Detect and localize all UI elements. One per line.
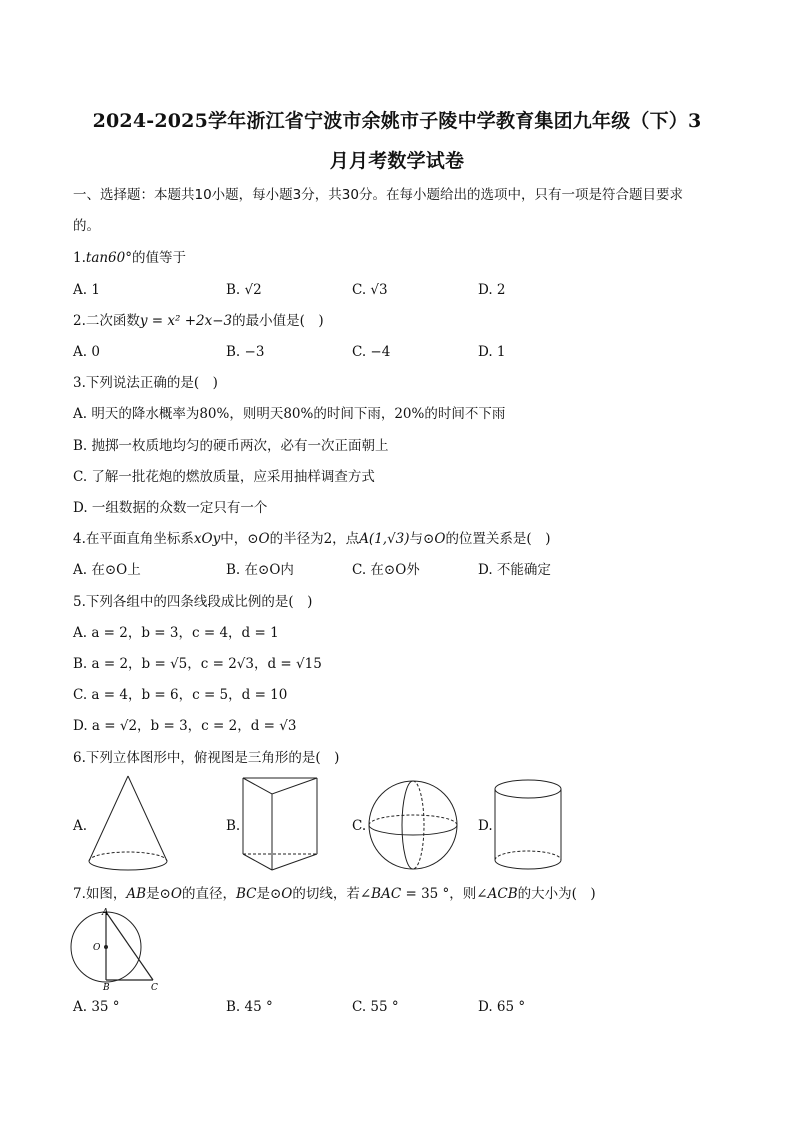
question-7-option-a: A. 35 ° xyxy=(73,999,120,1015)
question-1-stem xyxy=(73,249,186,267)
math-expression: O xyxy=(281,886,293,902)
question-2-option-c: C. −4 xyxy=(352,344,391,360)
section-header xyxy=(73,186,723,235)
question-3-stem xyxy=(73,374,218,392)
math-expression: xOy xyxy=(193,531,221,547)
question-text: 的位置关系是( ) xyxy=(445,531,551,547)
question-2-stem xyxy=(73,312,324,330)
paper-title-line2: 月月考数学试卷 xyxy=(329,150,465,172)
paper-title-line1: 2024-2025学年浙江省宁波市余姚市子陵中学教育集团九年级（下）3 xyxy=(92,110,702,132)
math-expression: AB xyxy=(126,886,147,902)
cone-figure xyxy=(86,774,172,874)
question-4-option-c: C. 在⊙O外 xyxy=(352,562,420,578)
question-1-option-c: C. √3 xyxy=(352,282,388,298)
question-text: 的大小为( ) xyxy=(517,886,596,902)
math-expression: tan60° xyxy=(85,250,132,266)
question-text: 下列各组中的四条线段成比例的是( ) xyxy=(85,594,313,610)
question-6-option-c: C. xyxy=(352,818,367,834)
question-3-option-c: C. 了解一批花炮的燃放质量，应采用抽样调查方式 xyxy=(73,469,375,485)
triangular-prism-figure xyxy=(240,776,322,872)
question-text: 与⊙ xyxy=(409,531,435,547)
question-text: 的最小值是( ) xyxy=(232,313,324,329)
question-6-option-b: B. xyxy=(226,818,241,834)
question-2-option-a: A. 0 xyxy=(73,344,100,360)
question-5-option-a: A. a = 2，b = 3，c = 4，d = 1 xyxy=(73,625,279,641)
question-4-option-a: A. 在⊙O上 xyxy=(73,562,141,578)
question-5-option-c: C. a = 4，b = 6，c = 5，d = 10 xyxy=(73,687,288,703)
question-7-option-c: C. 55 ° xyxy=(352,999,399,1015)
question-6-option-d: D. xyxy=(478,818,493,834)
question-text: 的值等于 xyxy=(132,250,186,266)
figure-label-b: B xyxy=(103,983,110,992)
question-text: 是⊙ xyxy=(256,886,282,902)
question-5-stem xyxy=(73,593,312,611)
question-7-option-b: B. 45 ° xyxy=(226,999,273,1015)
question-3-option-b: B. 抛掷一枚质地均匀的硬币两次，必有一次正面朝上 xyxy=(73,438,389,454)
question-7-stem xyxy=(73,885,596,903)
question-1-option-a: A. 1 xyxy=(73,282,100,298)
section-header-line1: 一、选择题：本题共10小题，每小题3分，共30分。在每小题给出的选项中，只有一项是符合题目要求 xyxy=(73,187,683,203)
question-text: 是⊙ xyxy=(146,886,171,902)
question-number: 5. xyxy=(73,594,86,610)
sphere-figure xyxy=(366,778,460,872)
question-2-option-b: B. −3 xyxy=(226,344,265,360)
section-header-line2: 的。 xyxy=(73,218,100,234)
question-text: = 35 °，则∠ xyxy=(401,886,488,902)
question-3-option-d: D. 一组数据的众数一定只有一个 xyxy=(73,500,268,516)
math-expression: BAC xyxy=(371,886,402,902)
question-text: 在平面直角坐标系 xyxy=(85,531,194,547)
question-6-stem xyxy=(73,749,339,767)
question-1-option-b: B. √2 xyxy=(226,282,262,298)
question-1-option-d: D. 2 xyxy=(478,282,506,298)
circle-tangent-figure xyxy=(66,906,166,992)
question-4-stem xyxy=(73,530,550,548)
question-text: 二次函数 xyxy=(85,313,140,329)
question-number: 4. xyxy=(73,531,86,547)
question-text: 如图， xyxy=(85,886,127,902)
math-expression: y = x² +2x−3 xyxy=(139,313,233,329)
math-expression: O xyxy=(434,531,446,547)
math-expression: O xyxy=(170,886,182,902)
question-text: 的半径为2，点 xyxy=(269,531,360,547)
question-number: 1. xyxy=(73,250,86,266)
question-number: 7. xyxy=(73,886,86,902)
math-expression: A(1,√3) xyxy=(359,531,410,547)
question-7-option-d: D. 65 ° xyxy=(478,999,526,1015)
question-4-option-b: B. 在⊙O内 xyxy=(226,562,294,578)
figure-label-a: A xyxy=(102,908,109,918)
figure-label-o: O xyxy=(93,943,101,953)
figure-label-c: C xyxy=(151,983,158,992)
question-text: 中，⊙ xyxy=(220,531,259,547)
question-4-option-d: D. 不能确定 xyxy=(478,562,551,578)
question-text: 的直径， xyxy=(181,886,236,902)
question-number: 2. xyxy=(73,313,86,329)
math-expression: ACB xyxy=(487,886,518,902)
question-number: 6. xyxy=(73,750,86,766)
question-text: 下列立体图形中，俯视图是三角形的是( ) xyxy=(85,750,340,766)
question-5-option-d: D. a = √2，b = 3，c = 2，d = √3 xyxy=(73,718,297,734)
question-text: 下列说法正确的是( ) xyxy=(85,375,218,391)
question-3-option-a: A. 明天的降水概率为80%，则明天80%的时间下雨，20%的时间不下雨 xyxy=(73,406,506,422)
question-number: 3. xyxy=(73,375,86,391)
math-expression: BC xyxy=(235,886,257,902)
question-6-option-a: A. xyxy=(73,818,88,834)
question-5-option-b: B. a = 2，b = √5，c = 2√3，d = √15 xyxy=(73,656,322,672)
question-2-option-d: D. 1 xyxy=(478,344,506,360)
question-text: 的切线，若∠ xyxy=(292,886,372,902)
math-expression: O xyxy=(258,531,270,547)
cylinder-figure xyxy=(492,778,564,872)
